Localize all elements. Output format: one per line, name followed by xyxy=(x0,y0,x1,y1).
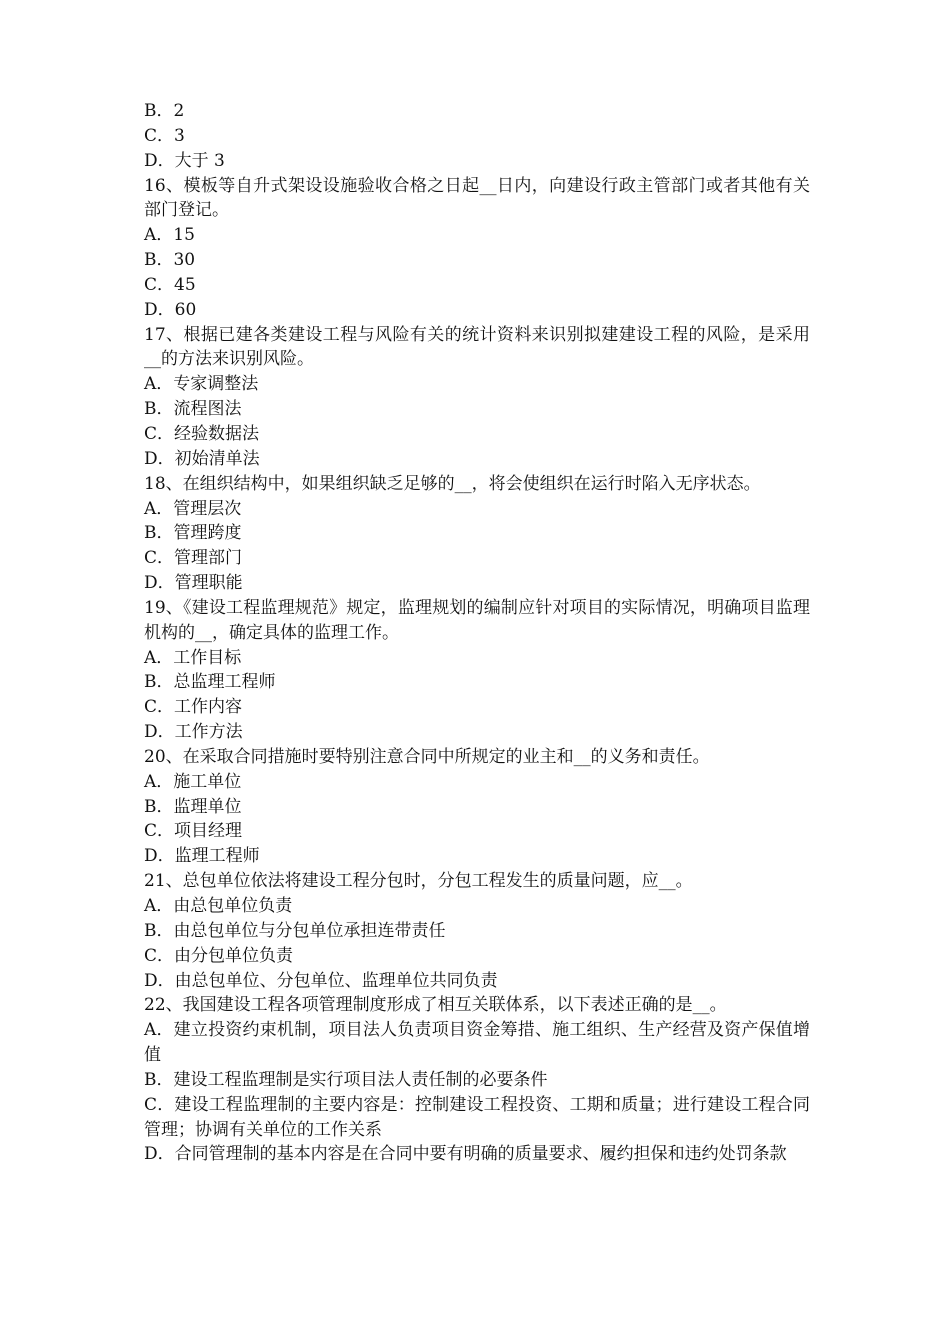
answer-option: B．流程图法 xyxy=(144,399,242,420)
question-text: 21、总包单位依法将建设工程分包时，分包工程发生的质量问题，应__。 xyxy=(144,871,693,892)
answer-option: C．工作内容 xyxy=(144,697,243,718)
answer-option: B．30 xyxy=(144,250,196,271)
answer-option: B．监理单位 xyxy=(144,796,242,817)
answer-option: B．2 xyxy=(144,101,185,121)
question-text: 17、根据已建各类建设工程与风险有关的统计资料来识别拟建建设工程的风险，是采用__的方法来识别风险。 xyxy=(144,324,810,370)
answer-option: D．大于 3 xyxy=(144,150,225,171)
answer-option: D．由总包单位、分包单位、监理单位共同负责 xyxy=(144,970,498,991)
answer-option: A．管理层次 xyxy=(144,498,242,519)
answer-option: D．初始清单法 xyxy=(144,448,260,469)
question-text: D．合同管理制的基本内容是在合同中要有明确的质量要求、履约担保和违约处罚条款 xyxy=(144,1144,787,1165)
question-text: 18、在组织结构中，如果组织缺乏足够的__，将会使组织在运行时陷入无序状态。 xyxy=(144,473,761,494)
answer-option: D．60 xyxy=(144,299,197,320)
question-text: 22、我国建设工程各项管理制度形成了相互关联体系，以下表述正确的是__。 xyxy=(144,995,727,1016)
answer-option: A．施工单位 xyxy=(144,771,242,792)
question-text: 20、在采取合同措施时要特别注意合同中所规定的业主和__的义务和责任。 xyxy=(144,746,710,767)
question-list xyxy=(144,99,814,1167)
answer-option: C．经验数据法 xyxy=(144,423,260,444)
question-text: 16、模板等自升式架设设施验收合格之日起__日内，向建设行政主管部门或者其他有关部门登记。 xyxy=(144,175,810,221)
answer-option: C．项目经理 xyxy=(144,821,243,842)
answer-option: C．由分包单位负责 xyxy=(144,945,294,966)
question-text: C．建设工程监理制的主要内容是：控制建设工程投资、工期和质量；进行建设工程合同管理；协调有关单位的工作关系 xyxy=(144,1094,810,1140)
answer-option: C．3 xyxy=(144,125,185,146)
answer-option: D．工作方法 xyxy=(144,722,243,743)
answer-option: A．15 xyxy=(144,225,195,246)
answer-option: B．总监理工程师 xyxy=(144,672,276,693)
answer-option: B．建设工程监理制是实行项目法人责任制的必要条件 xyxy=(144,1069,548,1090)
answer-option: A．专家调整法 xyxy=(144,374,259,395)
answer-option: A．工作目标 xyxy=(144,647,242,668)
answer-option: A．由总包单位负责 xyxy=(144,896,293,916)
answer-option: D．管理职能 xyxy=(144,573,243,594)
question-text: A．建立投资约束机制，项目法人负责项目资金筹措、施工组织、生产经营及资产保值增值 xyxy=(144,1020,810,1066)
answer-option: C．管理部门 xyxy=(144,548,243,569)
answer-option: D．监理工程师 xyxy=(144,846,260,867)
answer-option: B．管理跨度 xyxy=(144,523,242,544)
answer-option: C．45 xyxy=(144,274,196,295)
question-text: 19、《建设工程监理规范》规定，监理规划的编制应针对项目的实际情况，明确项目监理机构的__，确定具体的监理工作。 xyxy=(144,597,810,643)
answer-option: B．由总包单位与分包单位承担连带责任 xyxy=(144,920,446,941)
